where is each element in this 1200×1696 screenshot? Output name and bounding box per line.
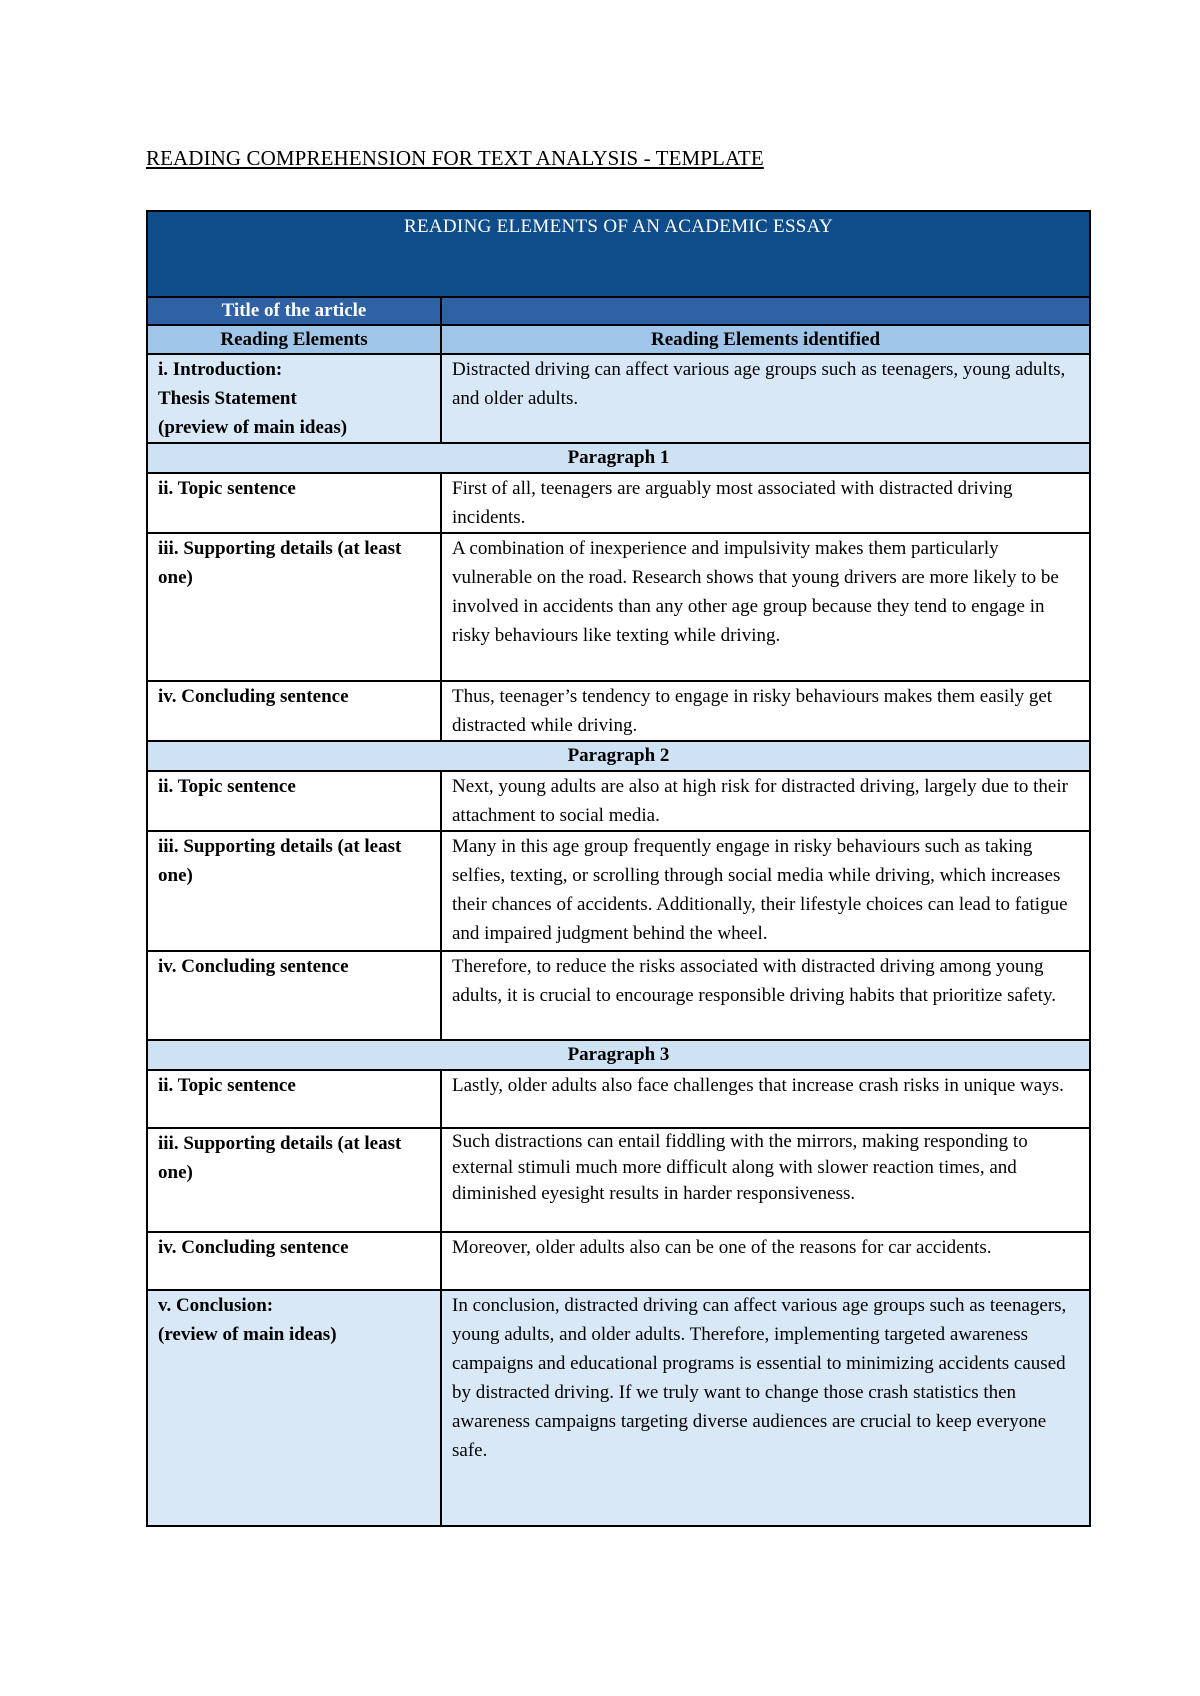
- supporting-details-label: iii. Supporting details (at least one): [147, 533, 441, 681]
- paragraph-2-conclude-row: [147, 951, 1090, 1040]
- table-header-row: [147, 325, 1090, 354]
- paragraph-2-topic-text[interactable]: Next, young adults are also at high risk for distracted driving, largely due to their attachment to social media.: [441, 771, 1090, 831]
- paragraph-2-support-row: [147, 831, 1090, 951]
- paragraph-2-heading: Paragraph 2: [147, 741, 1090, 771]
- article-title-label: Title of the article: [147, 297, 441, 325]
- reading-elements-table: [146, 210, 1091, 1527]
- concluding-sentence-label: iv. Concluding sentence: [147, 681, 441, 741]
- table-banner: READING ELEMENTS OF AN ACADEMIC ESSAY: [147, 211, 1090, 297]
- paragraph-2-conclude-text[interactable]: Therefore, to reduce the risks associated with distracted driving among young adults, it is crucial to encourage responsible driving habits that prioritize safety.: [441, 951, 1090, 1040]
- paragraph-1-heading-row: [147, 443, 1090, 473]
- paragraph-2-topic-row: [147, 771, 1090, 831]
- conclusion-label-line1: v. Conclusion:: [158, 1295, 274, 1316]
- introduction-row: [147, 354, 1090, 443]
- conclusion-label: [147, 1290, 441, 1526]
- introduction-label-line1: i. Introduction:: [158, 359, 283, 380]
- paragraph-3-support-text[interactable]: Such distractions can entail fiddling with the mirrors, making responding to external stimuli much more difficult along with slower reaction times, and diminished eyesight results in harder responsiveness.: [441, 1128, 1090, 1232]
- concluding-sentence-label: iv. Concluding sentence: [147, 1232, 441, 1290]
- paragraph-1-topic-row: [147, 473, 1090, 533]
- article-title-row: [147, 297, 1090, 325]
- paragraph-2-heading-row: [147, 741, 1090, 771]
- supporting-details-label: iii. Supporting details (at least one): [147, 1128, 441, 1232]
- paragraph-1-conclude-row: [147, 681, 1090, 741]
- topic-sentence-label: ii. Topic sentence: [147, 1070, 441, 1128]
- paragraph-3-conclude-row: [147, 1232, 1090, 1290]
- paragraph-1-topic-text[interactable]: First of all, teenagers are arguably most associated with distracted driving incidents.: [441, 473, 1090, 533]
- thesis-statement-text[interactable]: Distracted driving can affect various age groups such as teenagers, young adults, and older adults.: [441, 354, 1090, 443]
- paragraph-1-support-row: [147, 533, 1090, 681]
- introduction-label-line2: Thesis Statement: [158, 388, 297, 409]
- paragraph-1-heading: Paragraph 1: [147, 443, 1090, 473]
- supporting-details-label: iii. Supporting details (at least one): [147, 831, 441, 951]
- header-elements-identified: Reading Elements identified: [441, 325, 1090, 354]
- paragraph-3-heading-row: [147, 1040, 1090, 1070]
- paragraph-3-topic-text[interactable]: Lastly, older adults also face challenges that increase crash risks in unique ways.: [441, 1070, 1090, 1128]
- concluding-sentence-label: iv. Concluding sentence: [147, 951, 441, 1040]
- document-title: READING COMPREHENSION FOR TEXT ANALYSIS - TEMPLATE: [146, 146, 764, 170]
- paragraph-3-conclude-text[interactable]: Moreover, older adults also can be one of the reasons for car accidents.: [441, 1232, 1090, 1290]
- paragraph-3-heading: Paragraph 3: [147, 1040, 1090, 1070]
- introduction-label-line3: (preview of main ideas): [158, 417, 348, 438]
- conclusion-row: [147, 1290, 1090, 1526]
- header-reading-elements: Reading Elements: [147, 325, 441, 354]
- conclusion-label-line2: (review of main ideas): [158, 1324, 337, 1345]
- introduction-label: [147, 354, 441, 443]
- paragraph-1-support-text[interactable]: A combination of inexperience and impulsivity makes them particularly vulnerable on the road. Research shows that young drivers are more likely to be involved in accidents than any other age group because they tend to engage in risky behaviours like texting while driving.: [441, 533, 1090, 681]
- conclusion-text[interactable]: In conclusion, distracted driving can affect various age groups such as teenagers, young adults, and older adults. Therefore, implementing targeted awareness campaigns and educational programs is essential to minimizing accidents caused by distracted driving. If we truly want to change those crash statistics then awareness campaigns targeting diverse audiences are crucial to keep everyone safe.: [441, 1290, 1090, 1526]
- topic-sentence-label: ii. Topic sentence: [147, 473, 441, 533]
- paragraph-3-support-row: [147, 1128, 1090, 1232]
- paragraph-1-conclude-text[interactable]: Thus, teenager’s tendency to engage in risky behaviours makes them easily get distracted while driving.: [441, 681, 1090, 741]
- table-banner-row: [147, 211, 1090, 297]
- article-title-value[interactable]: [441, 297, 1090, 325]
- paragraph-3-topic-row: [147, 1070, 1090, 1128]
- paragraph-2-support-text[interactable]: Many in this age group frequently engage in risky behaviours such as taking selfies, texting, or scrolling through social media while driving, which increases their chances of accidents. Additionally, their lifestyle choices can lead to fatigue and impaired judgment behind the wheel.: [441, 831, 1090, 951]
- topic-sentence-label: ii. Topic sentence: [147, 771, 441, 831]
